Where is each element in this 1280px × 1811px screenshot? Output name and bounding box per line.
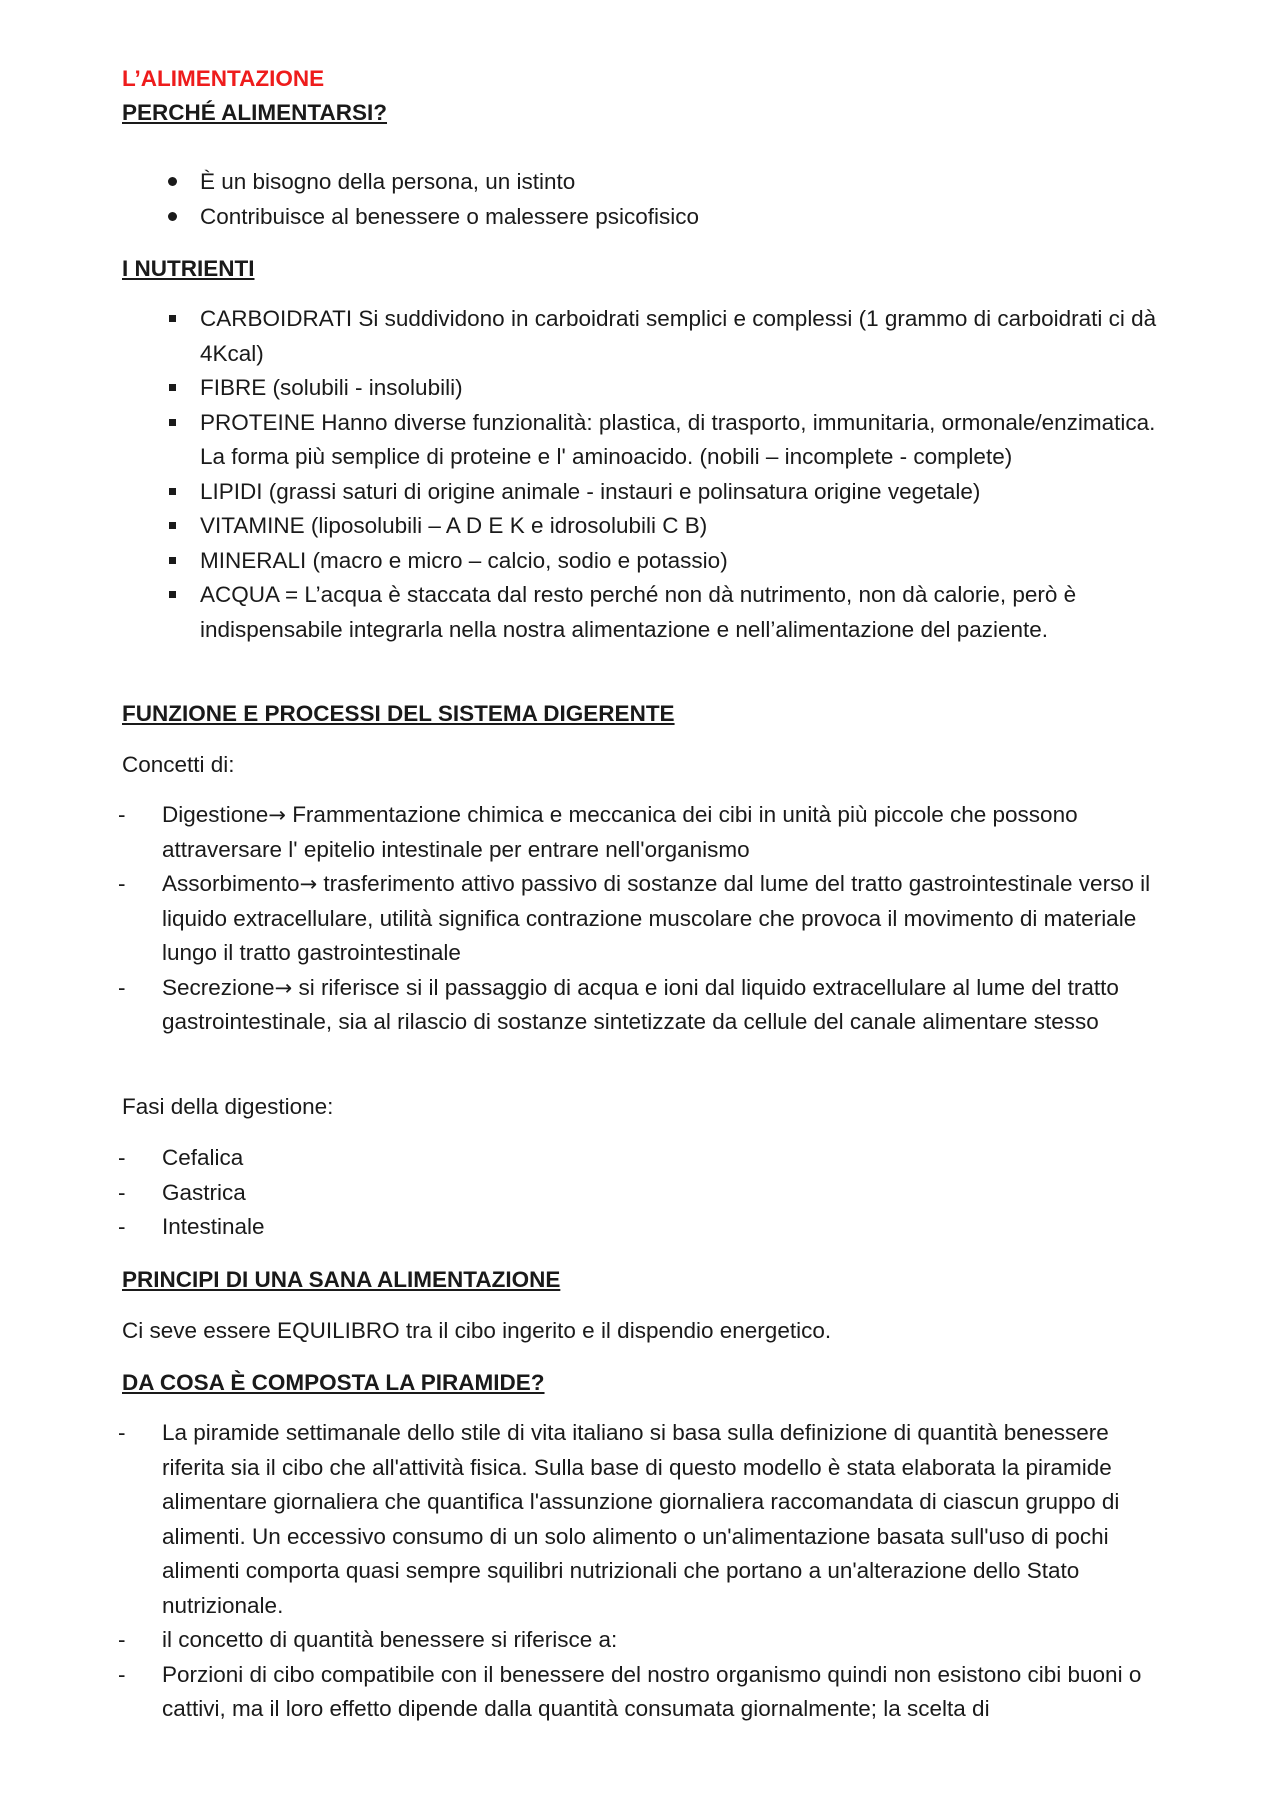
list-item: MINERALI (macro e micro – calcio, sodio e potassio)	[0, 544, 1160, 579]
list-item: - Digestione→ Frammentazione chimica e meccanica dei cibi in unità più piccole che possono attraversare l' epitelio intestinale per entrare nell'organismo	[0, 798, 1160, 867]
phases-list	[0, 1141, 1160, 1245]
arrow-right-icon: →	[268, 803, 286, 827]
list-item: - Intestinale	[0, 1210, 1160, 1245]
concept-term: Digestione	[162, 802, 269, 827]
concepts-list	[0, 798, 1160, 1040]
concepts-intro: Concetti di:	[122, 752, 235, 777]
list-item: Contribuisce al benessere o malessere psicofisico	[0, 200, 1160, 235]
list-item: - Porzioni di cibo compatibile con il benessere del nostro organismo quindi non esistono cibi buoni o cattivi, ma il loro effetto dipende dalla quantità consumata giornalmente; la scelta di	[0, 1658, 1160, 1727]
list-item: FIBRE (solubili - insolubili)	[0, 371, 1160, 406]
dash-marker: -	[118, 1661, 126, 1687]
list-item: - La piramide settimanale dello stile di vita italiano si basa sulla definizione di quantità benessere riferita sia il cibo che all'attività fisica. Sulla base di questo modello è stata elaborata la piramide alimentare giornaliera che quantifica l'assunzione giornaliera raccomandata di ciascun gruppo di alimenti. Un eccessivo consumo di un solo alimento o un'alimentazione basata sull'uso di pochi alimenti comporta quasi sempre squilibri nutrizionali che portano a un'alterazione dello Stato nutrizionale.	[0, 1416, 1160, 1623]
list-item: LIPIDI (grassi saturi di origine animale - instauri e polinsatura origine vegetale)	[0, 475, 1160, 510]
dash-marker: -	[118, 871, 126, 896]
list-item: - Secrezione→ si riferisce si il passaggio di acqua e ioni dal liquido extracellulare al lume del tratto gastrointestinale, sia al rilascio di sostanze sintetizzate da cellule del canale alimentare stesso	[0, 971, 1160, 1040]
list-item: - Gastrica	[0, 1176, 1160, 1211]
list-item: PROTEINE Hanno diverse funzionalità: plastica, di trasporto, immunitaria, ormonale/enzimatica. La forma più semplice di proteine e l' aminoacido. (nobili – incomplete - complete)	[0, 406, 1160, 475]
concept-term: Assorbimento	[162, 871, 300, 896]
dash-marker: -	[118, 1420, 126, 1445]
bullet-square-icon	[162, 406, 182, 441]
section-heading-piramide: DA COSA È COMPOSTA LA PIRAMIDE?	[122, 1370, 545, 1395]
bullet-square-icon	[162, 302, 182, 337]
document-title: L’ALIMENTAZIONE	[122, 66, 325, 91]
section-heading-sana-alimentazione: PRINCIPI DI UNA SANA ALIMENTAZIONE	[122, 1267, 561, 1292]
dash-marker: -	[118, 974, 126, 1000]
bullet-list-perche	[0, 165, 1160, 234]
list-item: - Assorbimento→ trasferimento attivo passivo di sostanze dal lume del tratto gastrointestinale verso il liquido extracellulare, utilità significa contrazione muscolare che provoca il movimento di materiale lungo il tratto gastrointestinale	[0, 867, 1160, 971]
dash-marker: -	[118, 1145, 126, 1170]
bullet-square-icon	[162, 509, 182, 544]
list-item: VITAMINE (liposolubili – A D E K e idrosolubili C B)	[0, 509, 1160, 544]
bullet-dot-icon	[162, 200, 182, 235]
list-item: CARBOIDRATI Si suddividono in carboidrati semplici e complessi (1 grammo di carboidrati ci dà 4Kcal)	[0, 302, 1160, 371]
list-item: - il concetto di quantità benessere si riferisce a:	[0, 1623, 1160, 1658]
list-item: ACQUA = L’acqua è staccata dal resto perché non dà nutrimento, non dà calorie, però è indispensabile integrarla nella nostra alimentazione e nell’alimentazione del paziente.	[0, 578, 1160, 647]
dash-marker: -	[118, 1627, 126, 1652]
list-item: - Cefalica	[0, 1141, 1160, 1176]
dash-marker: -	[118, 1214, 126, 1239]
list-item: È un bisogno della persona, un istinto	[0, 165, 1160, 200]
bullet-square-icon	[162, 475, 182, 510]
section-heading-perche-alimentarsi: PERCHÉ ALIMENTARSI?	[122, 100, 388, 125]
dash-marker: -	[118, 802, 126, 827]
arrow-right-icon: →	[299, 872, 318, 896]
bullet-square-icon	[162, 578, 182, 613]
piramide-list	[0, 1416, 1160, 1727]
equilibrio-text: Ci seve essere EQUILIBRO tra il cibo ingerito e il dispendio energetico.	[122, 1318, 832, 1343]
section-heading-nutrienti: I NUTRIENTI	[122, 256, 255, 281]
bullet-dot-icon	[162, 165, 182, 200]
bullet-square-icon	[162, 371, 182, 406]
concept-term: Secrezione	[162, 974, 275, 1000]
bullet-square-icon	[162, 544, 182, 579]
bullet-list-nutrienti	[0, 302, 1160, 647]
phases-intro: Fasi della digestione:	[122, 1094, 334, 1119]
section-heading-sistema-digerente: FUNZIONE E PROCESSI DEL SISTEMA DIGERENTE	[122, 701, 675, 726]
arrow-right-icon: →	[274, 975, 293, 1000]
dash-marker: -	[118, 1179, 126, 1205]
